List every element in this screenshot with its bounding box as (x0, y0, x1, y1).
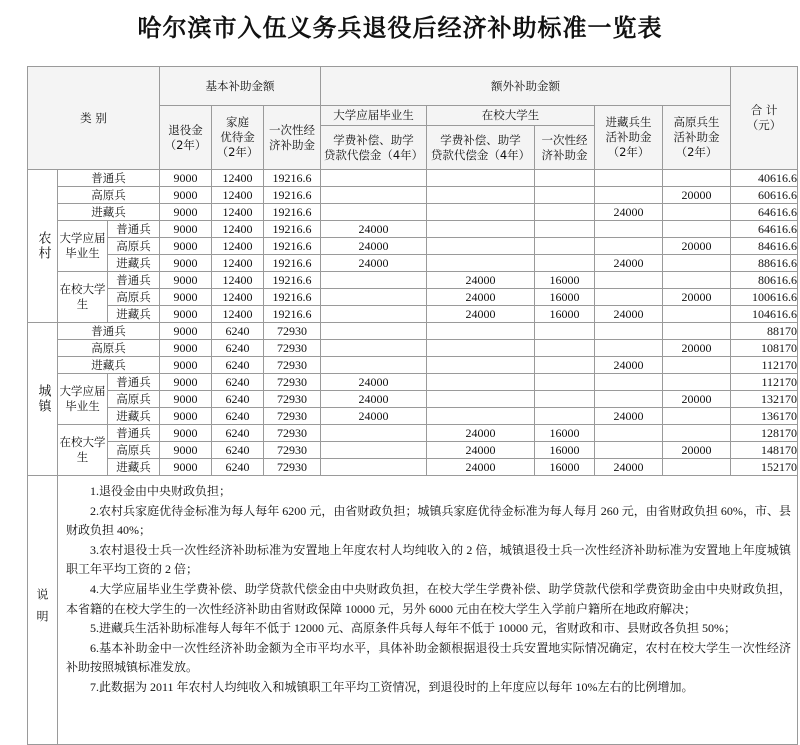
soldier-type: 高原兵 (108, 442, 160, 459)
table-row (28, 408, 798, 425)
table-row (28, 374, 798, 391)
lump-sum-cell: 19216.6 (264, 187, 321, 204)
student-tuition-cell (427, 391, 535, 408)
family-allowance-cell: 6240 (212, 425, 264, 442)
tibet-allowance-cell (595, 272, 663, 289)
student-lump-cell: 16000 (535, 306, 595, 323)
group-label: 大学应届毕业生 (58, 374, 108, 425)
student-lump-header (535, 126, 595, 170)
graduate-tuition-cell (321, 187, 427, 204)
family-allowance-cell: 6240 (212, 391, 264, 408)
plateau-allowance-cell (663, 221, 731, 238)
family-allowance-cell: 12400 (212, 272, 264, 289)
retire-fee-cell: 9000 (160, 238, 212, 255)
group-label: 在校大学生 (58, 272, 108, 323)
lump-sum-cell: 19216.6 (264, 238, 321, 255)
table-row (28, 238, 798, 255)
plateau-allowance-cell (663, 408, 731, 425)
total-cell: 88170 (731, 323, 798, 340)
table-row (28, 357, 798, 374)
graduate-group-header: 大学应届毕业生 (321, 106, 427, 126)
soldier-type: 普通兵 (108, 374, 160, 391)
family-allowance-cell: 6240 (212, 459, 264, 476)
retire-fee-cell: 9000 (160, 391, 212, 408)
student-tuition-cell (427, 170, 535, 187)
lump-sum-cell: 19216.6 (264, 170, 321, 187)
retire-fee-years: （2年） (164, 137, 207, 152)
student-lump-cell (535, 238, 595, 255)
family-allowance-label-1: 家庭 (226, 115, 249, 129)
tibet-allowance-cell (595, 289, 663, 306)
soldier-type: 进藏兵 (108, 255, 160, 272)
region-label: 城镇 (28, 323, 58, 476)
lump-sum-cell: 72930 (264, 408, 321, 425)
soldier-type: 进藏兵 (108, 306, 160, 323)
family-allowance-cell: 6240 (212, 340, 264, 357)
plateau-allowance-cell (663, 357, 731, 374)
table-row (28, 323, 798, 340)
student-tuition-cell (427, 221, 535, 238)
retire-fee-label: 退役金 (168, 122, 203, 137)
tibet-allowance-cell (595, 187, 663, 204)
tibet-allowance-cell (595, 374, 663, 391)
soldier-type: 高原兵 (58, 187, 160, 204)
plateau-allowance-cell: 20000 (663, 391, 731, 408)
extra-subsidy-header: 额外补助金额 (321, 67, 731, 106)
total-cell: 64616.6 (731, 204, 798, 221)
student-lump-cell (535, 187, 595, 204)
graduate-tuition-cell (321, 357, 427, 374)
family-allowance-cell: 6240 (212, 323, 264, 340)
lump-sum-cell: 72930 (264, 442, 321, 459)
total-cell: 112170 (731, 357, 798, 374)
family-allowance-cell: 6240 (212, 408, 264, 425)
plateau-allowance-label-1: 高原兵生 (673, 115, 720, 129)
total-cell: 100616.6 (731, 289, 798, 306)
graduate-tuition-cell: 24000 (321, 221, 427, 238)
table-body (28, 67, 798, 745)
family-allowance-cell: 12400 (212, 306, 264, 323)
table-row (28, 204, 798, 221)
plateau-allowance-cell (663, 459, 731, 476)
plateau-allowance-cell: 20000 (663, 442, 731, 459)
retire-fee-cell: 9000 (160, 289, 212, 306)
student-tuition-label-2: 贷款代偿金（4年） (430, 147, 531, 162)
retire-fee-cell: 9000 (160, 272, 212, 289)
student-lump-cell (535, 170, 595, 187)
note-item: 4.大学应届毕业生学费补偿、助学贷款代偿金由中央财政负担，在校大学生学费补偿、助学贷款代偿和学费资助金由中央财政负担，本省籍的在校大学生的一次性经济补助由省财政保障 10000 元，另外 6000 元由在校大学生入学前户籍所在地政府解决； (66, 581, 792, 616)
tibet-allowance-cell (595, 221, 663, 238)
tibet-allowance-cell: 24000 (595, 255, 663, 272)
tibet-allowance-label-1: 进藏兵生 (605, 115, 652, 129)
tibet-allowance-years: （2年） (607, 145, 650, 159)
student-lump-label-1: 一次性经 (541, 132, 588, 147)
tibet-allowance-cell (595, 170, 663, 187)
student-lump-cell (535, 204, 595, 221)
student-lump-cell (535, 255, 595, 272)
retire-fee-cell: 9000 (160, 170, 212, 187)
lump-sum-cell: 72930 (264, 459, 321, 476)
student-lump-cell: 16000 (535, 289, 595, 306)
note-item: 1.退役金由中央财政负担； (90, 484, 232, 498)
student-tuition-header (427, 126, 535, 170)
table-row (28, 391, 798, 408)
table-row (28, 306, 798, 323)
soldier-type: 高原兵 (108, 238, 160, 255)
retire-fee-cell: 9000 (160, 425, 212, 442)
notes-body (58, 476, 798, 745)
tibet-allowance-cell (595, 323, 663, 340)
header-row-1 (28, 67, 798, 106)
table-row (28, 221, 798, 238)
student-lump-cell: 16000 (535, 442, 595, 459)
soldier-type: 进藏兵 (108, 408, 160, 425)
graduate-tuition-cell: 24000 (321, 408, 427, 425)
student-tuition-cell (427, 340, 535, 357)
graduate-tuition-header (321, 126, 427, 170)
table-row (28, 340, 798, 357)
plateau-allowance-cell (663, 306, 731, 323)
table-row (28, 459, 798, 476)
student-lump-cell (535, 374, 595, 391)
table-row (28, 289, 798, 306)
retire-fee-cell: 9000 (160, 357, 212, 374)
family-allowance-label-2: 优待金 (220, 130, 255, 144)
total-header (731, 67, 798, 170)
graduate-tuition-cell (321, 272, 427, 289)
family-allowance-cell: 12400 (212, 255, 264, 272)
graduate-tuition-cell (321, 170, 427, 187)
notes-label-text: 说明 (35, 588, 49, 632)
total-cell: 132170 (731, 391, 798, 408)
retire-fee-cell: 9000 (160, 374, 212, 391)
soldier-type: 高原兵 (108, 391, 160, 408)
lump-sum-cell: 19216.6 (264, 255, 321, 272)
family-allowance-header (212, 106, 264, 170)
soldier-type: 进藏兵 (108, 459, 160, 476)
table-row (28, 442, 798, 459)
lump-sum-label-1: 一次性经 (269, 122, 315, 137)
retire-fee-header (160, 106, 212, 170)
note-item: 7.此数据为 2011 年农村人均纯收入和城镇职工年平均工资情况，到退役时的上年度应以每年 10%左右的比例增加。 (90, 679, 694, 694)
plateau-allowance-cell (663, 204, 731, 221)
lump-sum-cell: 72930 (264, 374, 321, 391)
tibet-allowance-cell (595, 238, 663, 255)
graduate-tuition-cell (321, 442, 427, 459)
plateau-allowance-cell (663, 255, 731, 272)
student-lump-cell (535, 340, 595, 357)
student-lump-cell (535, 221, 595, 238)
student-lump-cell (535, 323, 595, 340)
graduate-tuition-cell: 24000 (321, 238, 427, 255)
tibet-allowance-cell (595, 425, 663, 442)
table-row (28, 425, 798, 442)
plateau-allowance-cell: 20000 (663, 289, 731, 306)
lump-sum-cell: 72930 (264, 340, 321, 357)
total-cell: 128170 (731, 425, 798, 442)
student-tuition-cell (427, 357, 535, 374)
note-item: 6.基本补助金中一次性经济补助金额为全市平均水平，具体补助金额根据退役士兵安置地实际情况确定，农村在校大学生一次性经济补助按照城镇标准发放。 (66, 640, 792, 675)
retire-fee-cell: 9000 (160, 323, 212, 340)
retire-fee-cell: 9000 (160, 408, 212, 425)
total-header-unit: （元） (746, 118, 782, 132)
total-cell: 60616.6 (731, 187, 798, 204)
category-header: 类 别 (28, 67, 160, 170)
region-label: 农村 (28, 170, 58, 323)
family-allowance-cell: 6240 (212, 357, 264, 374)
soldier-type: 高原兵 (58, 340, 160, 357)
plateau-allowance-label-2: 活补助金 (673, 130, 720, 144)
student-lump-cell: 16000 (535, 425, 595, 442)
family-allowance-cell: 6240 (212, 442, 264, 459)
student-tuition-cell: 24000 (427, 442, 535, 459)
tibet-allowance-header (595, 106, 663, 170)
lump-sum-cell: 19216.6 (264, 272, 321, 289)
graduate-tuition-cell (321, 340, 427, 357)
total-cell: 84616.6 (731, 238, 798, 255)
subsidy-table (27, 66, 798, 745)
tibet-allowance-label-2: 活补助金 (605, 130, 652, 144)
graduate-tuition-cell: 24000 (321, 255, 427, 272)
family-allowance-cell: 12400 (212, 238, 264, 255)
lump-sum-cell: 72930 (264, 391, 321, 408)
student-tuition-cell (427, 255, 535, 272)
graduate-tuition-label-2: 贷款代偿金（4年） (323, 147, 424, 162)
student-tuition-cell (427, 323, 535, 340)
group-label: 在校大学生 (58, 425, 108, 476)
note-item: 3.农村退役士兵一次性经济补助标准为安置地上年度农村人均纯收入的 2 倍，城镇退役士兵一次性经济补助标准为安置地上年度城镇职工年平均工资的 2 倍； (66, 542, 792, 577)
tibet-allowance-cell (595, 391, 663, 408)
soldier-type: 普通兵 (58, 323, 160, 340)
retire-fee-cell: 9000 (160, 204, 212, 221)
table-row (28, 255, 798, 272)
lump-sum-cell: 19216.6 (264, 204, 321, 221)
graduate-tuition-cell: 24000 (321, 391, 427, 408)
family-allowance-cell: 12400 (212, 289, 264, 306)
soldier-type: 高原兵 (108, 289, 160, 306)
graduate-tuition-cell: 24000 (321, 374, 427, 391)
retire-fee-cell: 9000 (160, 221, 212, 238)
family-allowance-cell: 12400 (212, 204, 264, 221)
tibet-allowance-cell: 24000 (595, 357, 663, 374)
student-tuition-cell (427, 204, 535, 221)
plateau-allowance-cell (663, 170, 731, 187)
page-title: 哈尔滨市入伍义务兵退役后经济补助标准一览表 (137, 13, 663, 42)
student-tuition-label-1: 学费补偿、助学 (440, 132, 521, 147)
student-lump-label-2: 济补助金 (541, 147, 588, 162)
lump-sum-cell: 19216.6 (264, 289, 321, 306)
retire-fee-cell: 9000 (160, 459, 212, 476)
total-cell: 88616.6 (731, 255, 798, 272)
soldier-type: 普通兵 (108, 221, 160, 238)
plateau-allowance-cell (663, 323, 731, 340)
total-cell: 136170 (731, 408, 798, 425)
soldier-type: 进藏兵 (58, 357, 160, 374)
soldier-type: 普通兵 (58, 170, 160, 187)
student-lump-cell: 16000 (535, 272, 595, 289)
plateau-allowance-cell (663, 272, 731, 289)
retire-fee-cell: 9000 (160, 187, 212, 204)
graduate-tuition-cell (321, 425, 427, 442)
total-cell: 64616.6 (731, 221, 798, 238)
tibet-allowance-cell: 24000 (595, 408, 663, 425)
student-tuition-cell: 24000 (427, 272, 535, 289)
soldier-type: 普通兵 (108, 425, 160, 442)
lump-sum-cell: 72930 (264, 323, 321, 340)
graduate-tuition-cell (321, 323, 427, 340)
soldier-type: 进藏兵 (58, 204, 160, 221)
student-tuition-cell (427, 408, 535, 425)
family-allowance-years: （2年） (216, 145, 259, 159)
soldier-type: 普通兵 (108, 272, 160, 289)
lump-sum-cell: 72930 (264, 357, 321, 374)
student-tuition-cell: 24000 (427, 459, 535, 476)
student-lump-cell (535, 391, 595, 408)
group-label: 大学应届毕业生 (58, 221, 108, 272)
family-allowance-cell: 6240 (212, 374, 264, 391)
student-group-header: 在校大学生 (427, 106, 595, 126)
student-tuition-cell: 24000 (427, 425, 535, 442)
family-allowance-cell: 12400 (212, 170, 264, 187)
total-cell: 104616.6 (731, 306, 798, 323)
family-allowance-cell: 12400 (212, 221, 264, 238)
student-tuition-cell (427, 374, 535, 391)
student-tuition-cell (427, 187, 535, 204)
family-allowance-cell: 12400 (212, 187, 264, 204)
plateau-allowance-cell: 20000 (663, 238, 731, 255)
plateau-allowance-cell: 20000 (663, 187, 731, 204)
graduate-tuition-cell (321, 289, 427, 306)
basic-subsidy-header: 基本补助金额 (160, 67, 321, 106)
tibet-allowance-cell: 24000 (595, 459, 663, 476)
retire-fee-cell: 9000 (160, 255, 212, 272)
tibet-allowance-cell (595, 442, 663, 459)
student-tuition-cell: 24000 (427, 289, 535, 306)
lump-sum-cell: 19216.6 (264, 221, 321, 238)
graduate-tuition-label-1: 学费补偿、助学 (333, 132, 414, 147)
graduate-tuition-cell (321, 306, 427, 323)
total-cell: 40616.6 (731, 170, 798, 187)
notes-row (28, 476, 798, 745)
student-lump-cell (535, 357, 595, 374)
plateau-allowance-cell: 20000 (663, 340, 731, 357)
tibet-allowance-cell: 24000 (595, 204, 663, 221)
tibet-allowance-cell (595, 340, 663, 357)
plateau-allowance-cell (663, 374, 731, 391)
student-tuition-cell (427, 238, 535, 255)
student-tuition-cell: 24000 (427, 306, 535, 323)
graduate-tuition-cell (321, 204, 427, 221)
lump-sum-cell: 72930 (264, 425, 321, 442)
student-lump-cell: 16000 (535, 459, 595, 476)
lump-sum-label-2: 济补助金 (269, 137, 315, 152)
student-lump-cell (535, 408, 595, 425)
total-cell: 108170 (731, 340, 798, 357)
lump-sum-cell: 19216.6 (264, 306, 321, 323)
total-cell: 152170 (731, 459, 798, 476)
total-cell: 80616.6 (731, 272, 798, 289)
retire-fee-cell: 9000 (160, 306, 212, 323)
retire-fee-cell: 9000 (160, 340, 212, 357)
note-item: 5.进藏兵生活补助标准每人每年不低于 12000 元、高原条件兵每人每年不低于 10000 元，省财政和市、县财政各负担 50%； (90, 621, 737, 636)
table-row (28, 272, 798, 289)
total-cell: 148170 (731, 442, 798, 459)
lump-sum-header (264, 106, 321, 170)
tibet-allowance-cell: 24000 (595, 306, 663, 323)
plateau-allowance-years: （2年） (675, 145, 718, 159)
retire-fee-cell: 9000 (160, 442, 212, 459)
note-item: 2.农村兵家庭优待金标准为每人每年 6200 元，由省财政负担；城镇兵家庭优待金标准为每人每月 260 元，由省财政负担 60%，市、县财政负担 40%； (66, 503, 792, 538)
plateau-allowance-cell (663, 425, 731, 442)
plateau-allowance-header (663, 106, 731, 170)
table-row (28, 187, 798, 204)
total-cell: 112170 (731, 374, 798, 391)
total-header-label: 合 计 (750, 103, 778, 117)
table-row (28, 170, 798, 187)
notes-label (28, 476, 58, 745)
graduate-tuition-cell (321, 459, 427, 476)
